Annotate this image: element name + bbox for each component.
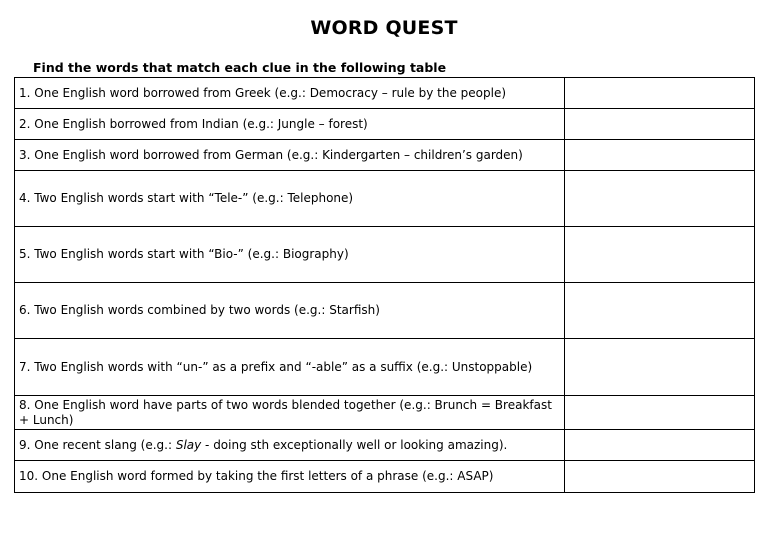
- clue-cell: 5. Two English words start with “Bio-” (e.g.: Biography): [15, 227, 565, 283]
- clue-cell: 3. One English word borrowed from German (e.g.: Kindergarten – children’s garden): [15, 140, 565, 171]
- clue-cell: 2. One English borrowed from Indian (e.g.: Jungle – forest): [15, 109, 565, 140]
- table-row: [15, 140, 755, 171]
- clue-table: [14, 77, 755, 493]
- clue-text: - doing sth exceptionally well or looking amazing).: [201, 437, 508, 452]
- clue-cell: 4. Two English words start with “Tele-” (e.g.: Telephone): [15, 171, 565, 227]
- answer-cell[interactable]: [565, 140, 755, 171]
- answer-cell[interactable]: [565, 109, 755, 140]
- clue-cell: 8. One English word have parts of two words blended together (e.g.: Brunch = Breakfast + Lunch): [15, 396, 565, 430]
- instruction-text: Find the words that match each clue in the following table: [33, 60, 447, 75]
- clue-cell: 6. Two English words combined by two words (e.g.: Starfish): [15, 283, 565, 339]
- clue-cell: 10. One English word formed by taking the first letters of a phrase (e.g.: ASAP): [15, 461, 565, 493]
- answer-cell[interactable]: [565, 430, 755, 461]
- clue-example-italic: Slay: [175, 437, 202, 452]
- clue-text: 9. One recent slang (e.g.:: [19, 437, 176, 452]
- table-row: [15, 430, 755, 461]
- worksheet-title: WORD QUEST: [310, 17, 458, 39]
- answer-cell[interactable]: [565, 78, 755, 109]
- clue-cell: [15, 430, 565, 461]
- answer-cell[interactable]: [565, 396, 755, 430]
- answer-cell[interactable]: [565, 339, 755, 396]
- table-row: [15, 461, 755, 493]
- answer-cell[interactable]: [565, 171, 755, 227]
- clue-cell: 7. Two English words with “un-” as a prefix and “-able” as a suffix (e.g.: Unstoppable): [15, 339, 565, 396]
- table-row: [15, 283, 755, 339]
- answer-cell[interactable]: [565, 461, 755, 493]
- table-row: [15, 227, 755, 283]
- answer-cell[interactable]: [565, 227, 755, 283]
- table-row: [15, 396, 755, 430]
- table-row: [15, 109, 755, 140]
- table-row: [15, 78, 755, 109]
- answer-cell[interactable]: [565, 283, 755, 339]
- table-row: [15, 171, 755, 227]
- clue-cell: 1. One English word borrowed from Greek (e.g.: Democracy – rule by the people): [15, 78, 565, 109]
- table-row: [15, 339, 755, 396]
